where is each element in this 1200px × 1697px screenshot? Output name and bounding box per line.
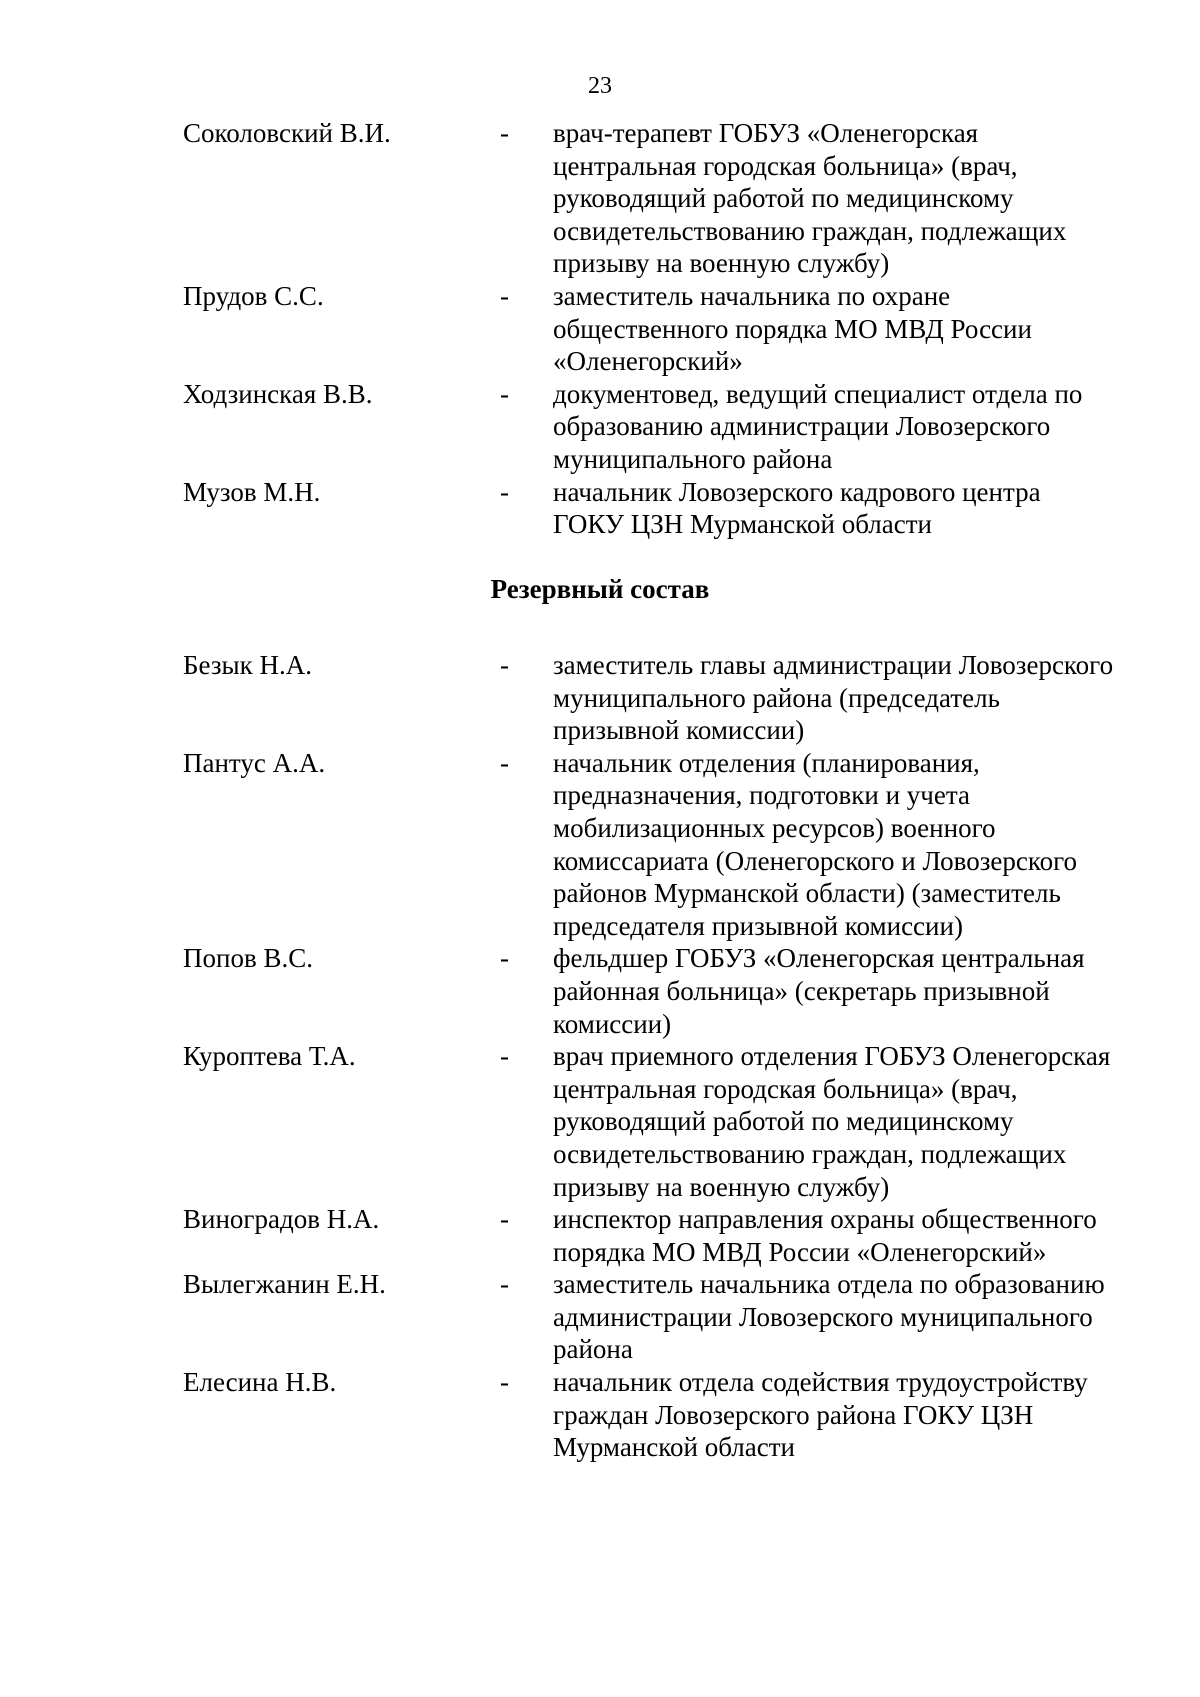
separator-dash: - <box>500 943 509 974</box>
separator-dash: - <box>500 1041 509 1072</box>
position-line: председателя призывной комиссии) <box>553 910 963 941</box>
member-entry <box>0 1040 1200 1203</box>
commission-reserve-list <box>0 649 1200 1464</box>
member-position <box>553 378 1153 476</box>
position-line: освидетельствованию граждан, подлежащих <box>553 215 1067 246</box>
position-line: ГОКУ ЦЗН Мурманской области <box>553 509 932 540</box>
separator-dash: - <box>500 476 509 507</box>
position-line: освидетельствованию граждан, подлежащих <box>553 1138 1067 1169</box>
member-name: Елесина Н.В. <box>183 1367 337 1398</box>
member-entry <box>0 1366 1200 1464</box>
position-line: призыву на военную службу) <box>553 248 890 279</box>
separator-dash: - <box>500 1367 509 1398</box>
member-name: Безык Н.А. <box>183 650 312 680</box>
member-position <box>553 1040 1153 1203</box>
separator-dash: - <box>500 747 509 778</box>
member-entry <box>0 378 1200 476</box>
separator-dash: - <box>500 280 509 311</box>
member-name: Пантус А.А. <box>183 747 326 778</box>
member-name: Прудов С.С. <box>183 280 324 311</box>
position-line: начальник отделения (планирования, <box>553 747 980 778</box>
position-line: центральная городская больница» (врач, <box>553 1073 1018 1104</box>
position-line: предназначения, подготовки и учета <box>553 780 970 811</box>
member-name: Куроптева Т.А. <box>183 1041 356 1072</box>
position-line: района <box>553 1334 633 1365</box>
position-line: документовед, ведущий специалист отдела по <box>553 378 1083 409</box>
member-position <box>553 476 1153 541</box>
member-entry <box>0 1203 1200 1268</box>
position-line: заместитель начальника отдела по образованию <box>553 1269 1105 1300</box>
position-line: мобилизационных ресурсов) военного <box>553 812 996 843</box>
position-line: инспектор направления охраны общественного <box>553 1204 1097 1235</box>
position-line: руководящий работой по медицинскому <box>553 183 1014 214</box>
member-entry <box>0 942 1200 1040</box>
position-line: общественного порядка МО МВД России <box>553 313 1032 344</box>
position-line: фельдшер ГОБУЗ «Оленегорская центральная <box>553 943 1085 974</box>
position-line: заместитель начальника по охране <box>553 280 951 311</box>
position-line: центральная городская больница» (врач, <box>553 150 1018 181</box>
separator-dash: - <box>500 378 509 409</box>
position-line: образованию администрации Ловозерского <box>553 411 1051 442</box>
position-line: комиссариата (Оленегорского и Ловозерского <box>553 845 1077 876</box>
position-line: призывной комиссии) <box>553 715 805 746</box>
position-line: заместитель главы администрации Ловозерского <box>553 650 1114 680</box>
member-name: Вылегжанин Е.Н. <box>183 1269 386 1300</box>
member-name: Виноградов Н.А. <box>183 1204 380 1235</box>
position-line: порядка МО МВД России «Оленегорский» <box>553 1236 1047 1267</box>
position-line: администрации Ловозерского муниципального <box>553 1301 1093 1332</box>
page-number: 23 <box>588 73 612 99</box>
position-line: «Оленегорский» <box>553 346 743 377</box>
member-position <box>553 747 1153 943</box>
position-line: районная больница» (секретарь призывной <box>553 975 1050 1006</box>
position-line: призыву на военную службу) <box>553 1171 890 1202</box>
member-name: Музов М.Н. <box>183 476 321 507</box>
position-line: руководящий работой по медицинскому <box>553 1106 1014 1137</box>
separator-dash: - <box>500 118 509 148</box>
member-name: Соколовский В.И. <box>183 118 391 148</box>
position-line: врач-терапевт ГОБУЗ «Оленегорская <box>553 118 979 148</box>
separator-dash: - <box>500 1269 509 1300</box>
member-position <box>553 280 1153 378</box>
member-name: Ходзинская В.В. <box>183 378 373 409</box>
member-position <box>553 1268 1153 1366</box>
position-line: начальник отдела содействия трудоустройству <box>553 1367 1088 1398</box>
member-position <box>553 1203 1153 1268</box>
member-entry <box>0 1268 1200 1366</box>
member-entry <box>0 476 1200 541</box>
position-line: комиссии) <box>553 1008 672 1039</box>
member-entry <box>0 649 1200 747</box>
position-line: муниципального района <box>553 443 833 474</box>
position-line: муниципального района (председатель <box>553 682 1000 713</box>
member-position <box>553 117 1153 280</box>
member-position <box>553 1366 1153 1464</box>
position-line: граждан Ловозерского района ГОКУ ЦЗН <box>553 1399 1034 1430</box>
member-name: Попов В.С. <box>183 943 313 974</box>
member-position <box>553 942 1153 1040</box>
member-position <box>553 649 1153 747</box>
member-entry <box>0 280 1200 378</box>
commission-main-list <box>0 117 1200 541</box>
member-entry <box>0 747 1200 943</box>
member-entry <box>0 117 1200 280</box>
position-line: начальник Ловозерского кадрового центра <box>553 476 1041 507</box>
position-line: врач приемного отделения ГОБУЗ Оленегорская <box>553 1041 1111 1072</box>
position-line: районов Мурманской области) (заместитель <box>553 878 1061 909</box>
position-line: Мурманской области <box>553 1432 795 1463</box>
separator-dash: - <box>500 1204 509 1235</box>
reserve-section-title: Резервный состав <box>490 574 710 604</box>
separator-dash: - <box>500 650 509 680</box>
